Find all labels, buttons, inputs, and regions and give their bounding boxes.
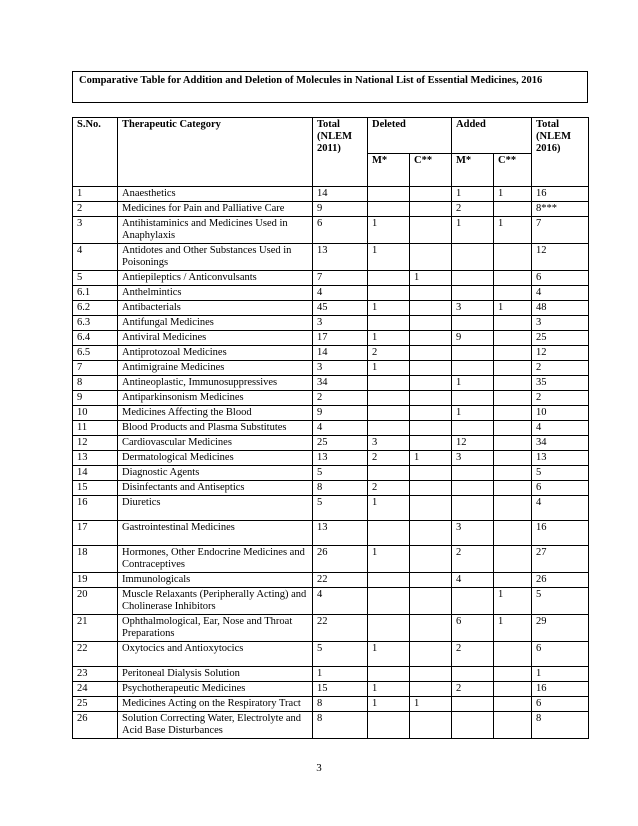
- cell-deleted-c: [410, 301, 452, 316]
- cell-added-c: [494, 712, 532, 739]
- cell-added-m: [452, 588, 494, 615]
- table-row: [73, 682, 589, 697]
- cell-added-m: [452, 271, 494, 286]
- cell-total-2011: 5: [313, 496, 368, 521]
- cell-total-2016: 6: [532, 697, 589, 712]
- cell-deleted-c: [410, 466, 452, 481]
- header-total-2016: Total (NLEM 2016): [532, 118, 589, 187]
- cell-deleted-m: 2: [368, 451, 410, 466]
- table-row: [73, 642, 589, 667]
- cell-sno: 9: [73, 391, 118, 406]
- cell-sno: 1: [73, 187, 118, 202]
- cell-deleted-c: [410, 346, 452, 361]
- cell-added-m: [452, 697, 494, 712]
- cell-sno: 18: [73, 546, 118, 573]
- cell-sno: 25: [73, 697, 118, 712]
- cell-deleted-m: [368, 391, 410, 406]
- cell-deleted-c: [410, 421, 452, 436]
- table-row: [73, 667, 589, 682]
- cell-added-m: 2: [452, 546, 494, 573]
- cell-deleted-c: [410, 521, 452, 546]
- table-row: [73, 436, 589, 451]
- cell-deleted-c: [410, 573, 452, 588]
- table-row: [73, 421, 589, 436]
- cell-sno: 20: [73, 588, 118, 615]
- cell-added-m: [452, 667, 494, 682]
- cell-total-2011: 8: [313, 712, 368, 739]
- cell-deleted-c: [410, 376, 452, 391]
- header-category: Therapeutic Category: [118, 118, 313, 187]
- cell-total-2016: 16: [532, 521, 589, 546]
- cell-sno: 26: [73, 712, 118, 739]
- cell-category: Cardiovascular Medicines: [118, 436, 313, 451]
- header-added-m: M*: [452, 154, 494, 187]
- cell-category: Antihistaminics and Medicines Used in Anaphylaxis: [118, 217, 313, 244]
- cell-added-c: [494, 391, 532, 406]
- cell-total-2016: 4: [532, 421, 589, 436]
- cell-category: Diuretics: [118, 496, 313, 521]
- cell-total-2011: 4: [313, 588, 368, 615]
- cell-deleted-c: [410, 712, 452, 739]
- cell-deleted-c: [410, 496, 452, 521]
- cell-total-2016: 5: [532, 466, 589, 481]
- table-row: [73, 391, 589, 406]
- cell-deleted-m: [368, 573, 410, 588]
- cell-total-2011: 22: [313, 573, 368, 588]
- cell-deleted-c: [410, 682, 452, 697]
- header-added: Added: [452, 118, 532, 154]
- cell-category: Psychotherapeutic Medicines: [118, 682, 313, 697]
- table-row: [73, 331, 589, 346]
- cell-deleted-c: [410, 361, 452, 376]
- cell-added-m: [452, 496, 494, 521]
- cell-deleted-c: [410, 391, 452, 406]
- cell-total-2011: 9: [313, 406, 368, 421]
- cell-added-m: 2: [452, 682, 494, 697]
- cell-deleted-m: [368, 286, 410, 301]
- cell-total-2016: 48: [532, 301, 589, 316]
- cell-added-c: [494, 286, 532, 301]
- table-row: [73, 697, 589, 712]
- cell-total-2011: 14: [313, 346, 368, 361]
- table-row: [73, 271, 589, 286]
- cell-deleted-c: [410, 436, 452, 451]
- cell-total-2016: 35: [532, 376, 589, 391]
- table-row: [73, 573, 589, 588]
- cell-added-c: [494, 667, 532, 682]
- cell-deleted-m: 2: [368, 481, 410, 496]
- cell-added-c: [494, 376, 532, 391]
- cell-total-2011: 26: [313, 546, 368, 573]
- cell-total-2016: 26: [532, 573, 589, 588]
- cell-added-c: [494, 521, 532, 546]
- cell-total-2011: 1: [313, 667, 368, 682]
- cell-total-2016: 12: [532, 346, 589, 361]
- table-row: [73, 376, 589, 391]
- cell-category: Oxytocics and Antioxytocics: [118, 642, 313, 667]
- cell-total-2011: 45: [313, 301, 368, 316]
- cell-total-2016: 12: [532, 244, 589, 271]
- cell-sno: 4: [73, 244, 118, 271]
- cell-category: Solution Correcting Water, Electrolyte and Acid Base Disturbances: [118, 712, 313, 739]
- cell-sno: 6.3: [73, 316, 118, 331]
- cell-total-2011: 4: [313, 286, 368, 301]
- cell-total-2016: 16: [532, 187, 589, 202]
- header-sno: S.No.: [73, 118, 118, 187]
- cell-deleted-m: 1: [368, 642, 410, 667]
- cell-added-c: 1: [494, 615, 532, 642]
- table-row: [73, 406, 589, 421]
- cell-category: Ophthalmological, Ear, Nose and Throat Preparations: [118, 615, 313, 642]
- cell-total-2016: 6: [532, 481, 589, 496]
- cell-category: Immunologicals: [118, 573, 313, 588]
- cell-deleted-m: 3: [368, 436, 410, 451]
- cell-category: Dermatological Medicines: [118, 451, 313, 466]
- cell-sno: 8: [73, 376, 118, 391]
- cell-total-2011: 8: [313, 697, 368, 712]
- cell-total-2016: 7: [532, 217, 589, 244]
- cell-total-2011: 4: [313, 421, 368, 436]
- cell-sno: 11: [73, 421, 118, 436]
- cell-total-2011: 5: [313, 642, 368, 667]
- cell-total-2011: 15: [313, 682, 368, 697]
- cell-sno: 16: [73, 496, 118, 521]
- cell-added-c: [494, 642, 532, 667]
- cell-deleted-m: 1: [368, 244, 410, 271]
- cell-total-2016: 2: [532, 391, 589, 406]
- cell-category: Medicines Acting on the Respiratory Tract: [118, 697, 313, 712]
- cell-deleted-m: 1: [368, 697, 410, 712]
- cell-deleted-m: 1: [368, 301, 410, 316]
- cell-total-2011: 8: [313, 481, 368, 496]
- cell-deleted-c: [410, 331, 452, 346]
- header-added-c: C**: [494, 154, 532, 187]
- cell-deleted-m: [368, 316, 410, 331]
- cell-added-c: [494, 406, 532, 421]
- cell-added-c: [494, 436, 532, 451]
- cell-category: Medicines for Pain and Palliative Care: [118, 202, 313, 217]
- cell-added-c: [494, 346, 532, 361]
- cell-total-2016: 13: [532, 451, 589, 466]
- cell-total-2016: 3: [532, 316, 589, 331]
- cell-total-2011: 25: [313, 436, 368, 451]
- cell-total-2016: 8: [532, 712, 589, 739]
- cell-added-m: 2: [452, 642, 494, 667]
- cell-deleted-m: 1: [368, 496, 410, 521]
- cell-added-c: [494, 451, 532, 466]
- cell-added-m: 3: [452, 521, 494, 546]
- cell-total-2016: 34: [532, 436, 589, 451]
- cell-added-m: [452, 346, 494, 361]
- cell-deleted-c: [410, 615, 452, 642]
- cell-added-m: 3: [452, 301, 494, 316]
- table-row: [73, 451, 589, 466]
- cell-category: Antidotes and Other Substances Used in Poisonings: [118, 244, 313, 271]
- cell-added-c: [494, 421, 532, 436]
- cell-sno: 19: [73, 573, 118, 588]
- cell-category: Antifungal Medicines: [118, 316, 313, 331]
- cell-added-m: [452, 361, 494, 376]
- table-row: [73, 588, 589, 615]
- cell-added-m: [452, 421, 494, 436]
- table-title: Comparative Table for Addition and Deletion of Molecules in National List of Essential Medicines, 2016: [72, 71, 588, 103]
- cell-category: Anthelmintics: [118, 286, 313, 301]
- cell-category: Disinfectants and Antiseptics: [118, 481, 313, 496]
- cell-added-c: 1: [494, 217, 532, 244]
- cell-total-2011: 3: [313, 361, 368, 376]
- cell-deleted-c: [410, 316, 452, 331]
- cell-deleted-m: [368, 667, 410, 682]
- cell-total-2011: 13: [313, 521, 368, 546]
- header-deleted-m: M*: [368, 154, 410, 187]
- cell-sno: 2: [73, 202, 118, 217]
- cell-total-2016: 10: [532, 406, 589, 421]
- page-number: 3: [316, 762, 322, 774]
- cell-added-c: 1: [494, 588, 532, 615]
- cell-sno: 21: [73, 615, 118, 642]
- cell-total-2016: 1: [532, 667, 589, 682]
- cell-category: Anaesthetics: [118, 187, 313, 202]
- cell-added-m: [452, 481, 494, 496]
- cell-added-c: [494, 466, 532, 481]
- cell-category: Antiprotozoal Medicines: [118, 346, 313, 361]
- cell-added-c: [494, 271, 532, 286]
- cell-deleted-m: [368, 376, 410, 391]
- cell-sno: 6.1: [73, 286, 118, 301]
- table-row: [73, 286, 589, 301]
- header-deleted: Deleted: [368, 118, 452, 154]
- cell-added-m: 2: [452, 202, 494, 217]
- comparison-table: [72, 117, 589, 739]
- cell-category: Muscle Relaxants (Peripherally Acting) and Cholinerase Inhibitors: [118, 588, 313, 615]
- cell-added-m: 4: [452, 573, 494, 588]
- cell-sno: 17: [73, 521, 118, 546]
- cell-added-m: 12: [452, 436, 494, 451]
- table-row: [73, 466, 589, 481]
- cell-sno: 7: [73, 361, 118, 376]
- cell-total-2016: 4: [532, 496, 589, 521]
- table-row: [73, 496, 589, 521]
- table-body: [73, 187, 589, 739]
- cell-added-m: 1: [452, 406, 494, 421]
- cell-sno: 6.4: [73, 331, 118, 346]
- table-row: [73, 187, 589, 202]
- cell-category: Peritoneal Dialysis Solution: [118, 667, 313, 682]
- cell-sno: 23: [73, 667, 118, 682]
- cell-category: Antiparkinsonism Medicines: [118, 391, 313, 406]
- cell-added-c: [494, 244, 532, 271]
- cell-added-m: [452, 244, 494, 271]
- table-row: [73, 346, 589, 361]
- cell-deleted-m: 1: [368, 361, 410, 376]
- cell-total-2011: 5: [313, 466, 368, 481]
- header-row: [73, 118, 589, 154]
- cell-deleted-m: [368, 712, 410, 739]
- cell-total-2011: 9: [313, 202, 368, 217]
- cell-deleted-c: [410, 202, 452, 217]
- header-total-2011: Total (NLEM 2011): [313, 118, 368, 187]
- cell-total-2011: 7: [313, 271, 368, 286]
- cell-category: Antibacterials: [118, 301, 313, 316]
- table-row: [73, 546, 589, 573]
- cell-added-c: 1: [494, 187, 532, 202]
- cell-category: Antimigraine Medicines: [118, 361, 313, 376]
- cell-category: Antineoplastic, Immunosuppressives: [118, 376, 313, 391]
- table-row: [73, 712, 589, 739]
- cell-total-2011: 2: [313, 391, 368, 406]
- cell-deleted-c: [410, 546, 452, 573]
- cell-deleted-c: [410, 481, 452, 496]
- cell-deleted-c: [410, 244, 452, 271]
- cell-sno: 24: [73, 682, 118, 697]
- cell-total-2016: 2: [532, 361, 589, 376]
- cell-total-2011: 13: [313, 244, 368, 271]
- cell-total-2011: 14: [313, 187, 368, 202]
- cell-added-m: [452, 466, 494, 481]
- cell-added-m: 6: [452, 615, 494, 642]
- cell-added-c: [494, 546, 532, 573]
- cell-deleted-c: 1: [410, 271, 452, 286]
- cell-deleted-m: [368, 187, 410, 202]
- cell-total-2016: 27: [532, 546, 589, 573]
- cell-sno: 14: [73, 466, 118, 481]
- table-row: [73, 202, 589, 217]
- cell-added-c: [494, 573, 532, 588]
- cell-deleted-c: [410, 588, 452, 615]
- table-row: [73, 316, 589, 331]
- cell-deleted-m: [368, 421, 410, 436]
- cell-total-2011: 13: [313, 451, 368, 466]
- table-row: [73, 481, 589, 496]
- cell-deleted-m: [368, 202, 410, 217]
- cell-category: Blood Products and Plasma Substitutes: [118, 421, 313, 436]
- cell-deleted-c: 1: [410, 451, 452, 466]
- cell-total-2016: 4: [532, 286, 589, 301]
- table-row: [73, 615, 589, 642]
- cell-category: Medicines Affecting the Blood: [118, 406, 313, 421]
- cell-added-c: [494, 481, 532, 496]
- cell-deleted-c: [410, 187, 452, 202]
- cell-category: Antiepileptics / Anticonvulsants: [118, 271, 313, 286]
- cell-total-2011: 3: [313, 316, 368, 331]
- table-row: [73, 217, 589, 244]
- cell-total-2011: 22: [313, 615, 368, 642]
- cell-deleted-c: [410, 667, 452, 682]
- cell-deleted-c: [410, 286, 452, 301]
- cell-added-c: [494, 331, 532, 346]
- cell-total-2016: 29: [532, 615, 589, 642]
- cell-total-2016: 6: [532, 271, 589, 286]
- cell-deleted-m: [368, 271, 410, 286]
- cell-added-m: 9: [452, 331, 494, 346]
- cell-deleted-m: [368, 466, 410, 481]
- cell-category: Hormones, Other Endocrine Medicines and Contraceptives: [118, 546, 313, 573]
- cell-added-m: [452, 286, 494, 301]
- cell-sno: 13: [73, 451, 118, 466]
- cell-deleted-m: 1: [368, 682, 410, 697]
- cell-deleted-c: [410, 406, 452, 421]
- cell-added-c: [494, 202, 532, 217]
- cell-category: Antiviral Medicines: [118, 331, 313, 346]
- cell-added-m: 1: [452, 217, 494, 244]
- cell-category: Gastrointestinal Medicines: [118, 521, 313, 546]
- cell-deleted-m: [368, 406, 410, 421]
- cell-deleted-m: 1: [368, 217, 410, 244]
- cell-total-2016: 16: [532, 682, 589, 697]
- cell-added-m: [452, 712, 494, 739]
- cell-added-c: [494, 697, 532, 712]
- cell-total-2016: 8***: [532, 202, 589, 217]
- cell-deleted-m: [368, 521, 410, 546]
- cell-sno: 6.2: [73, 301, 118, 316]
- cell-deleted-m: 1: [368, 546, 410, 573]
- cell-added-m: 1: [452, 187, 494, 202]
- cell-total-2016: 25: [532, 331, 589, 346]
- cell-deleted-m: 1: [368, 331, 410, 346]
- table-row: [73, 301, 589, 316]
- cell-added-c: [494, 316, 532, 331]
- cell-sno: 22: [73, 642, 118, 667]
- cell-added-m: 3: [452, 451, 494, 466]
- cell-total-2011: 34: [313, 376, 368, 391]
- cell-category: Diagnostic Agents: [118, 466, 313, 481]
- cell-deleted-m: [368, 588, 410, 615]
- cell-sno: 10: [73, 406, 118, 421]
- cell-total-2011: 17: [313, 331, 368, 346]
- table-row: [73, 361, 589, 376]
- cell-deleted-c: [410, 642, 452, 667]
- cell-sno: 12: [73, 436, 118, 451]
- cell-total-2016: 5: [532, 588, 589, 615]
- table-row: [73, 521, 589, 546]
- cell-added-c: [494, 361, 532, 376]
- cell-added-c: [494, 496, 532, 521]
- cell-total-2011: 6: [313, 217, 368, 244]
- cell-deleted-c: 1: [410, 697, 452, 712]
- cell-added-m: 1: [452, 376, 494, 391]
- table-row: [73, 244, 589, 271]
- cell-added-m: [452, 316, 494, 331]
- cell-added-m: [452, 391, 494, 406]
- cell-deleted-m: [368, 615, 410, 642]
- cell-deleted-c: [410, 217, 452, 244]
- cell-sno: 15: [73, 481, 118, 496]
- cell-sno: 3: [73, 217, 118, 244]
- cell-sno: 5: [73, 271, 118, 286]
- cell-sno: 6.5: [73, 346, 118, 361]
- cell-deleted-m: 2: [368, 346, 410, 361]
- cell-added-c: 1: [494, 301, 532, 316]
- header-deleted-c: C**: [410, 154, 452, 187]
- cell-added-c: [494, 682, 532, 697]
- cell-total-2016: 6: [532, 642, 589, 667]
